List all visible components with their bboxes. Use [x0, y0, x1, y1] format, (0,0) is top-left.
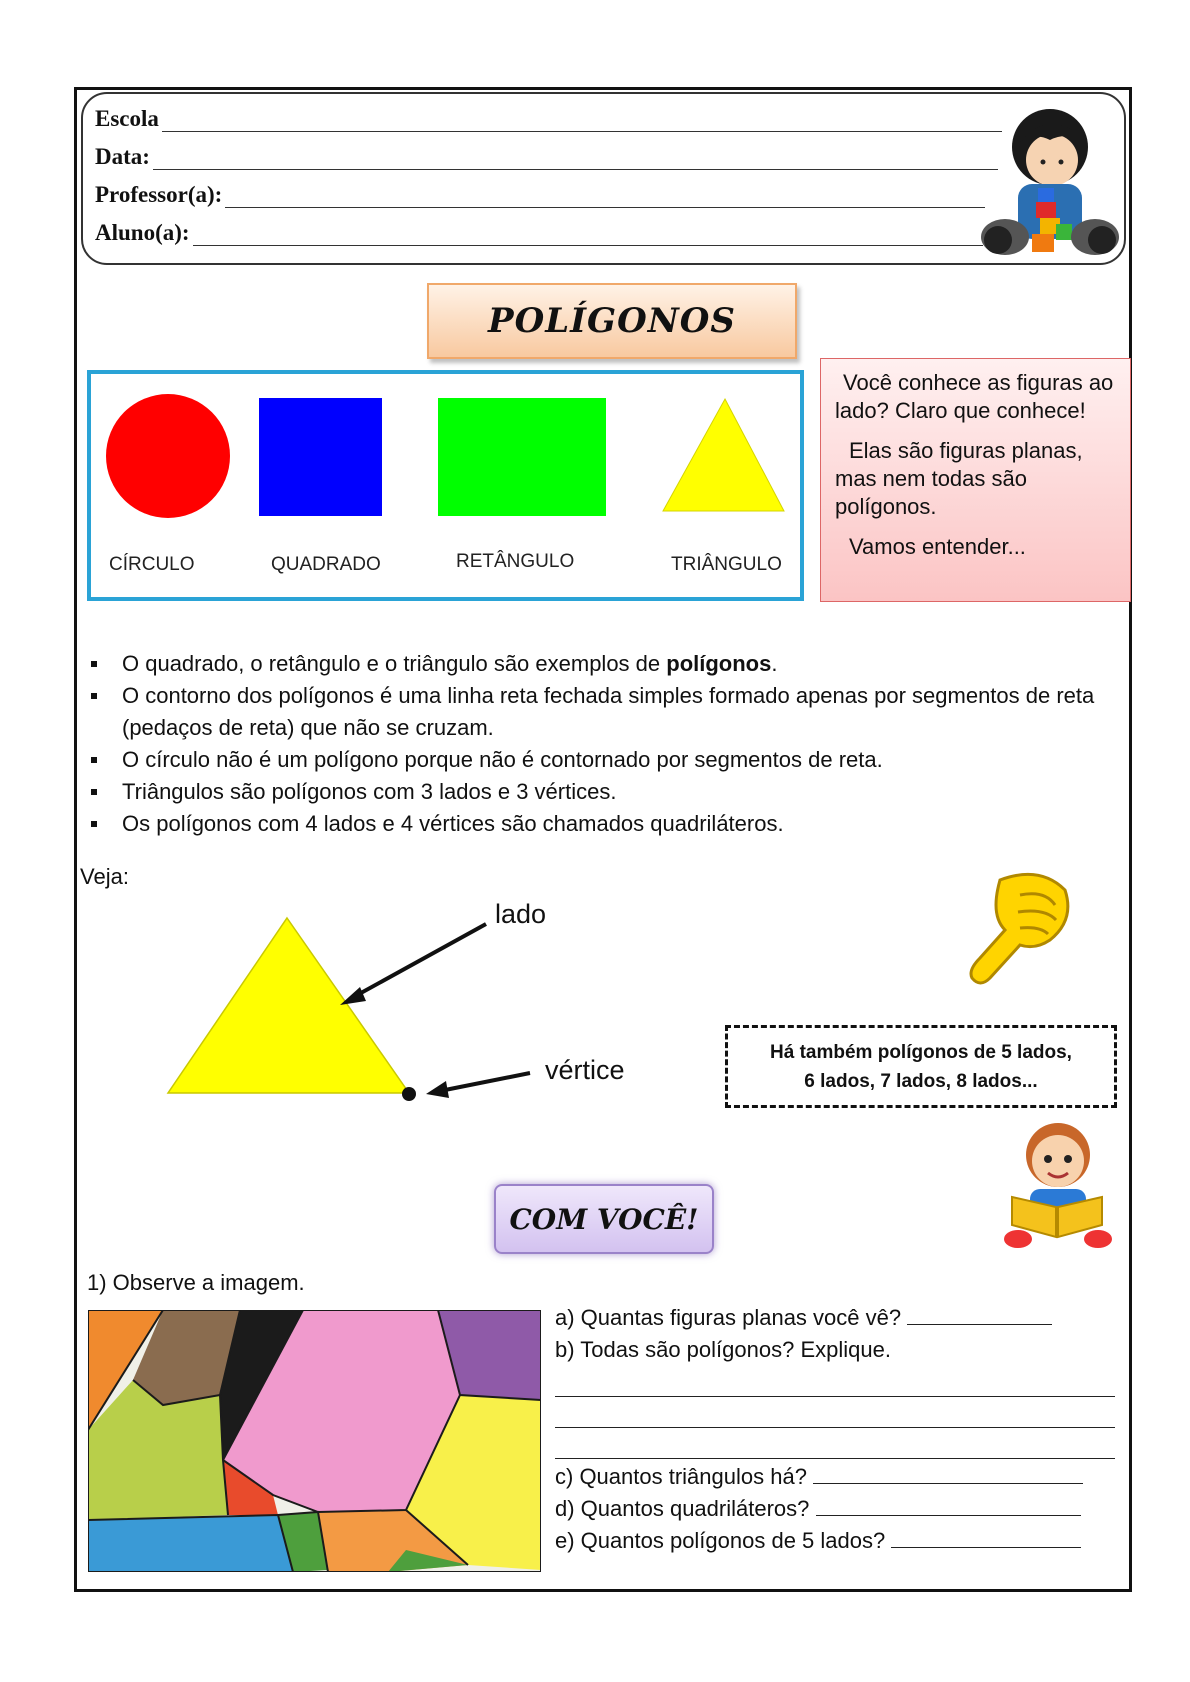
square-shape [259, 398, 382, 516]
rectangle-label: RETÂNGULO [456, 551, 575, 572]
diagram-triangle [168, 918, 409, 1093]
info-box [820, 358, 1131, 602]
question-1-items [555, 1302, 1115, 1557]
question-c [555, 1461, 1115, 1493]
note-line-2: 6 lados, 7 lados, 8 lados... [804, 1070, 1038, 1092]
school-blank[interactable] [162, 110, 1002, 132]
date-label: Data: [95, 144, 150, 169]
date-blank[interactable] [153, 148, 998, 170]
question-b-answer-line-3[interactable] [555, 1428, 1115, 1459]
question-e [555, 1525, 1115, 1557]
date-field [95, 140, 998, 170]
side-label: lado [495, 899, 547, 929]
page-title: POLÍGONOS [488, 301, 736, 341]
title-banner [427, 283, 797, 359]
question-a-text: a) Quantas figuras planas você vê? [555, 1305, 902, 1330]
question-c-text: c) Quantos triângulos há? [555, 1464, 807, 1489]
question-d-text: d) Quantos quadriláteros? [555, 1496, 810, 1521]
bullet-text: . [771, 651, 778, 676]
student-label: Aluno(a): [95, 220, 190, 245]
vertex-arrow-line [440, 1073, 530, 1091]
section-banner [494, 1184, 714, 1254]
triangle-label: TRIÂNGULO [671, 554, 782, 575]
bullet-item: O círculo não é um polígono porque não é contornado por segmentos de reta. [88, 744, 1128, 776]
vertex-arrow-head [426, 1081, 449, 1098]
circle-label: CÍRCULO [109, 554, 195, 575]
question-e-answer[interactable] [891, 1525, 1081, 1548]
bullet-item: O contorno dos polígonos é uma linha reta fechada simples formado apenas por segmentos de reta (pedaços de reta) que não se cruzam. [88, 680, 1128, 744]
note-line-1: Há também polígonos de 5 lados, [770, 1041, 1072, 1063]
side-arrow-head [340, 987, 366, 1005]
info-paragraph-2: Elas são figuras planas, mas nem todas são polígonos. [835, 438, 1083, 519]
rectangle-shape [438, 398, 606, 516]
bullet-item [88, 648, 1128, 680]
question-a-answer[interactable] [907, 1302, 1052, 1325]
teacher-field [95, 178, 985, 208]
vertex-label: vértice [545, 1055, 625, 1085]
bullet-list [88, 648, 1128, 840]
triangle-shape [663, 399, 784, 511]
question-b-answer-line-2[interactable] [555, 1397, 1115, 1428]
question-b-answer-line-1[interactable] [555, 1366, 1115, 1397]
question-d [555, 1493, 1115, 1525]
question-b [555, 1334, 1115, 1366]
veja-label: Veja: [80, 864, 129, 889]
info-paragraph-3: Vamos entender... [849, 534, 1026, 559]
pointing-hand-icon [950, 860, 1075, 990]
teacher-blank[interactable] [225, 186, 985, 208]
question-e-text: e) Quantos polígonos de 5 lados? [555, 1528, 886, 1553]
polygon-mosaic-image [88, 1310, 541, 1572]
shapes-box [87, 370, 804, 601]
triangle-diagram [150, 895, 710, 1125]
question-a [555, 1302, 1115, 1334]
school-label: Escola [95, 106, 159, 131]
bullet-item: Os polígonos com 4 lados e 4 vértices são chamados quadriláteros. [88, 808, 1128, 840]
polygon-note-box [725, 1025, 1117, 1108]
student-field [95, 216, 983, 246]
student-blank[interactable] [193, 224, 983, 246]
mosaic-blue [88, 1515, 293, 1572]
question-1-intro: 1) Observe a imagem. [87, 1270, 305, 1295]
bullet-text: O quadrado, o retângulo e o triângulo são exemplos de [122, 651, 667, 676]
vertex-dot [402, 1087, 416, 1101]
bullet-bold-term: polígonos [666, 651, 772, 676]
school-field [95, 102, 1002, 132]
teacher-label: Professor(a): [95, 182, 223, 207]
question-c-answer[interactable] [813, 1461, 1083, 1484]
square-label: QUADRADO [271, 554, 381, 575]
section-title: COM VOCÊ! [509, 1202, 699, 1236]
question-d-answer[interactable] [816, 1493, 1081, 1516]
side-arrow-line [350, 924, 486, 999]
kid-reading-book-illustration [1000, 1115, 1115, 1255]
circle-shape [106, 394, 230, 518]
info-paragraph-1: Você conhece as figuras ao lado? Claro que conhece! [835, 370, 1114, 423]
question-b-text: b) Todas são polígonos? Explique. [555, 1337, 891, 1362]
bullet-item: Triângulos são polígonos com 3 lados e 3 vértices. [88, 776, 1128, 808]
kid-with-blocks-illustration [980, 102, 1120, 262]
